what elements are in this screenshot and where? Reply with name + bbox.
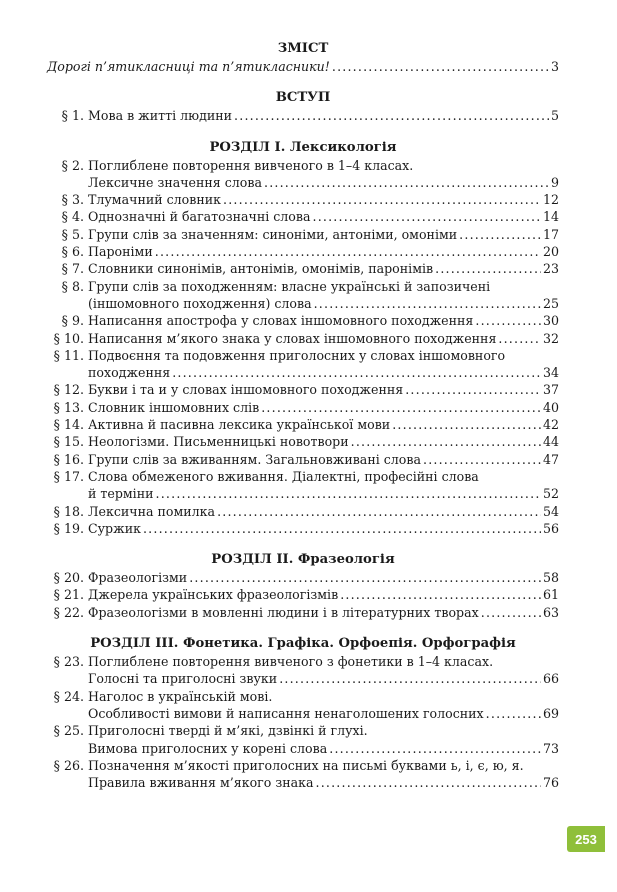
toc-entry-text: Поглиблене повторення вивченого з фонетики в 1–4 класах. xyxy=(88,654,494,670)
toc-entry-number: § 18. xyxy=(53,503,84,519)
toc-line xyxy=(47,260,559,277)
toc-line-continued xyxy=(47,174,559,191)
toc-entry-number: § 4. xyxy=(61,209,84,225)
toc-entry[interactable] xyxy=(47,191,559,208)
toc-entry[interactable] xyxy=(47,312,559,329)
leader-dots xyxy=(234,107,549,124)
toc-entry-page: 56 xyxy=(542,520,559,536)
toc-entry-number: § 11. xyxy=(53,347,84,363)
leader-dots xyxy=(312,208,540,225)
toc-entry[interactable] xyxy=(47,722,559,757)
toc-entry-number: § 26. xyxy=(53,757,84,773)
toc-entry-text: Позначення м’якості приголосних на письмі буквами ь, і, є, ю, я. xyxy=(88,757,524,773)
toc-line xyxy=(47,468,559,485)
toc-entry[interactable] xyxy=(47,520,559,537)
toc-entry-page: 54 xyxy=(542,503,559,519)
toc-entry-text: Поглиблене повторення вивченого в 1–4 класах. xyxy=(88,157,414,173)
toc-entry[interactable] xyxy=(47,468,559,503)
toc-entry-page: 40 xyxy=(542,399,559,415)
toc-entry-page: 73 xyxy=(542,740,559,756)
toc-entry-text-continued: (іншомовного походження) слова xyxy=(88,295,312,311)
toc-entry-page: 34 xyxy=(542,365,559,381)
toc-entry-page: 63 xyxy=(542,604,559,620)
toc-line xyxy=(47,433,559,450)
leader-dots xyxy=(172,364,541,381)
section1-heading: РОЗДІЛ І. Лексикологія xyxy=(209,139,397,155)
toc-entry-number: § 13. xyxy=(53,399,84,415)
toc-entry-text: Однозначні й багатозначні слова xyxy=(88,209,311,225)
leader-dots xyxy=(261,399,541,416)
toc-entry-text: Приголосні тверді й м’які, дзвінкі й глухі. xyxy=(88,723,368,739)
toc-entry-page: 37 xyxy=(542,382,559,398)
toc-entry[interactable] xyxy=(47,347,559,382)
toc-line-continued xyxy=(47,705,559,722)
toc-entry[interactable] xyxy=(47,208,559,225)
toc-entry-page: 14 xyxy=(542,209,559,225)
toc-entry-number: § 6. xyxy=(61,244,84,260)
toc-line xyxy=(47,688,559,705)
toc-line xyxy=(47,722,559,739)
leader-dots xyxy=(498,330,541,347)
toc-line xyxy=(47,58,559,75)
toc-entry-number: § 9. xyxy=(61,313,84,329)
toc-line-continued xyxy=(47,740,559,757)
toc-entry[interactable] xyxy=(47,653,559,688)
toc-line xyxy=(47,569,559,586)
toc-entry[interactable] xyxy=(47,399,559,416)
toc-entry-number: § 8. xyxy=(61,278,84,294)
toc-entry-text: Фразеологізми в мовленні людини і в літературних творах xyxy=(88,604,479,620)
toc-entry-text: Тлумачний словник xyxy=(88,192,222,208)
section3-list xyxy=(47,653,559,791)
toc-entry-text: Наголос в українській мові. xyxy=(88,688,273,704)
toc-entry-number: § 20. xyxy=(53,570,84,586)
toc-line xyxy=(47,157,559,174)
toc-entry-text: Лексична помилка xyxy=(88,503,216,519)
toc-entry-text: Групи слів за походженням: власне українські й запозичені xyxy=(88,278,491,294)
toc-entry-text: Подвоєння та подовження приголосних у словах іншомовного xyxy=(88,347,506,363)
leader-dots xyxy=(217,503,541,520)
toc-entry-page: 66 xyxy=(542,671,559,687)
toc-entry-page: 12 xyxy=(542,192,559,208)
intro-heading: ВСТУП xyxy=(275,90,331,106)
toc-entry-number: § 15. xyxy=(53,434,84,450)
toc-entry[interactable] xyxy=(47,604,559,621)
leader-dots xyxy=(155,243,541,260)
toc-entry-text: Групи слів за значенням: синоніми, антоніми, омоніми xyxy=(88,226,458,242)
toc-entry-number: § 10. xyxy=(53,330,84,346)
toc-entry-page: 9 xyxy=(550,174,559,190)
toc-entry-text: Мова в житті людини xyxy=(88,108,233,124)
section1-list xyxy=(47,157,559,538)
toc-line xyxy=(47,520,559,537)
toc-line xyxy=(47,208,559,225)
toc-entry-preface[interactable] xyxy=(47,58,559,75)
toc-entry-text-continued: Голосні та приголосні звуки xyxy=(88,671,278,687)
toc-entry-page: 76 xyxy=(542,775,559,791)
toc-entry-text-continued: Особливості вимови й написання ненаголошених голосних xyxy=(88,705,484,721)
toc-entry[interactable] xyxy=(47,569,559,586)
toc-line xyxy=(47,191,559,208)
table-of-contents xyxy=(47,40,559,791)
toc-entry-number: § 7. xyxy=(61,261,84,277)
toc-entry-text: Активна й пасивна лексика української мови xyxy=(88,417,391,433)
toc-entry-page: 47 xyxy=(542,451,559,467)
leader-dots xyxy=(459,226,541,243)
leader-dots xyxy=(279,670,541,687)
toc-entry[interactable] xyxy=(47,278,559,313)
toc-line xyxy=(47,503,559,520)
leader-dots xyxy=(315,774,540,791)
toc-entry[interactable] xyxy=(47,226,559,243)
section3-heading: РОЗДІЛ ІІІ. Фонетика. Графіка. Орфоепія. Орфографія xyxy=(90,636,516,652)
toc-entry-page: 17 xyxy=(542,226,559,242)
toc-line-continued xyxy=(47,364,559,381)
toc-entry-page: 25 xyxy=(542,295,559,311)
toc-entry[interactable] xyxy=(47,243,559,260)
toc-entry-text-continued: походження xyxy=(88,365,171,381)
toc-entry[interactable] xyxy=(47,330,559,347)
toc-line xyxy=(47,604,559,621)
toc-entry-number: § 19. xyxy=(53,520,84,536)
toc-entry-number: § 5. xyxy=(61,226,84,242)
toc-entry[interactable] xyxy=(47,381,559,398)
toc-entry-number: § 25. xyxy=(53,723,84,739)
toc-line xyxy=(47,330,559,347)
toc-line xyxy=(47,399,559,416)
toc-entry-page: 32 xyxy=(542,330,559,346)
toc-entry[interactable] xyxy=(47,107,559,124)
intro-list xyxy=(47,107,559,124)
toc-entry[interactable] xyxy=(47,688,559,723)
leader-dots xyxy=(156,485,541,502)
toc-line-continued xyxy=(47,485,559,502)
toc-entry-number: § 17. xyxy=(53,468,84,484)
leader-dots xyxy=(435,260,541,277)
toc-entry[interactable] xyxy=(47,433,559,450)
toc-entry-number: § 14. xyxy=(53,417,84,433)
toc-entry-text: Пароніми xyxy=(88,244,153,260)
toc-entry-number: § 3. xyxy=(61,192,84,208)
toc-line xyxy=(47,226,559,243)
leader-dots xyxy=(423,451,541,468)
toc-entry-page: 5 xyxy=(550,108,559,124)
toc-line xyxy=(47,757,559,774)
toc-entry-text: Неологізми. Письменницькі новотвори xyxy=(88,434,349,450)
section2-list xyxy=(47,569,559,621)
leader-dots xyxy=(481,604,541,621)
toc-entry-text: Фразеологізми xyxy=(88,570,188,586)
leader-dots xyxy=(475,312,541,329)
toc-line xyxy=(47,278,559,295)
leader-dots xyxy=(405,381,541,398)
leader-dots xyxy=(332,58,549,75)
toc-entry-page: 61 xyxy=(542,587,559,603)
toc-line xyxy=(47,107,559,124)
toc-line xyxy=(47,347,559,364)
toc-entry-page: 52 xyxy=(542,486,559,502)
toc-entry-text: Джерела українських фразеологізмів xyxy=(88,587,339,603)
toc-line-continued xyxy=(47,670,559,687)
page-number-badge: 253 xyxy=(567,826,605,852)
toc-entry-page: 23 xyxy=(542,261,559,277)
contents-heading: ЗМІСТ xyxy=(277,41,329,56)
toc-entry-page: 69 xyxy=(542,705,559,721)
toc-line xyxy=(47,243,559,260)
toc-line xyxy=(47,381,559,398)
toc-entry-page: 58 xyxy=(542,570,559,586)
toc-entry-text-continued: Правила вживання м’якого знака xyxy=(88,775,314,791)
toc-line xyxy=(47,653,559,670)
toc-entry[interactable] xyxy=(47,586,559,603)
toc-entry-number: § 24. xyxy=(53,688,84,704)
toc-entry-page: 42 xyxy=(542,417,559,433)
section2-heading: РОЗДІЛ ІІ. Фразеологія xyxy=(211,552,395,568)
toc-entry[interactable] xyxy=(47,451,559,468)
toc-entry-text: Написання апострофа у словах іншомовного походження xyxy=(88,313,474,329)
leader-dots xyxy=(264,174,549,191)
toc-line xyxy=(47,312,559,329)
toc-entry-text: Слова обмеженого вживання. Діалектні, професійні слова xyxy=(88,468,479,484)
toc-entry-page: 20 xyxy=(542,244,559,260)
leader-dots xyxy=(314,295,541,312)
toc-entry-text: Групи слів за вживанням. Загальновживані слова xyxy=(88,451,421,467)
toc-entry-text: Словники синонімів, антонімів, омонімів, паронімів xyxy=(88,261,434,277)
toc-entry[interactable] xyxy=(47,157,559,192)
toc-entry-number: § 16. xyxy=(53,451,84,467)
toc-entry-page: 44 xyxy=(542,434,559,450)
leader-dots xyxy=(392,416,541,433)
toc-entry[interactable] xyxy=(47,503,559,520)
toc-entry-text: Букви і та и у словах іншомовного походження xyxy=(88,382,404,398)
toc-entry-number: § 21. xyxy=(53,587,84,603)
toc-entry-number: § 22. xyxy=(53,604,84,620)
toc-entry-number: § 23. xyxy=(53,654,84,670)
toc-entry-text-continued: Лексичне значення слова xyxy=(88,174,262,190)
toc-entry-number: § 12. xyxy=(53,382,84,398)
toc-line-continued xyxy=(47,774,559,791)
leader-dots xyxy=(340,586,541,603)
toc-line-continued xyxy=(47,295,559,312)
toc-entry-number: § 2. xyxy=(61,157,84,173)
toc-entry[interactable] xyxy=(47,260,559,277)
toc-entry-text: Дорогі п’ятикласниці та п’ятикласники! xyxy=(47,59,330,74)
leader-dots xyxy=(143,520,541,537)
toc-entry[interactable] xyxy=(47,416,559,433)
toc-entry-text-continued: й терміни xyxy=(88,486,154,502)
toc-entry-text-continued: Вимова приголосних у корені слова xyxy=(88,740,328,756)
toc-line xyxy=(47,451,559,468)
toc-entry-page: 3 xyxy=(550,59,559,74)
toc-entry-text: Словник іншомовних слів xyxy=(88,399,260,415)
toc-entry-page: 30 xyxy=(542,313,559,329)
leader-dots xyxy=(329,740,541,757)
toc-entry[interactable] xyxy=(47,757,559,792)
toc-entry-number: § 1. xyxy=(61,108,84,124)
leader-dots xyxy=(223,191,541,208)
leader-dots xyxy=(486,705,541,722)
leader-dots xyxy=(351,433,541,450)
leader-dots xyxy=(189,569,541,586)
toc-line xyxy=(47,416,559,433)
toc-entry-text: Суржик xyxy=(88,520,141,536)
toc-entry-text: Написання м’якого знака у словах іншомовного походження xyxy=(88,330,497,346)
toc-line xyxy=(47,586,559,603)
